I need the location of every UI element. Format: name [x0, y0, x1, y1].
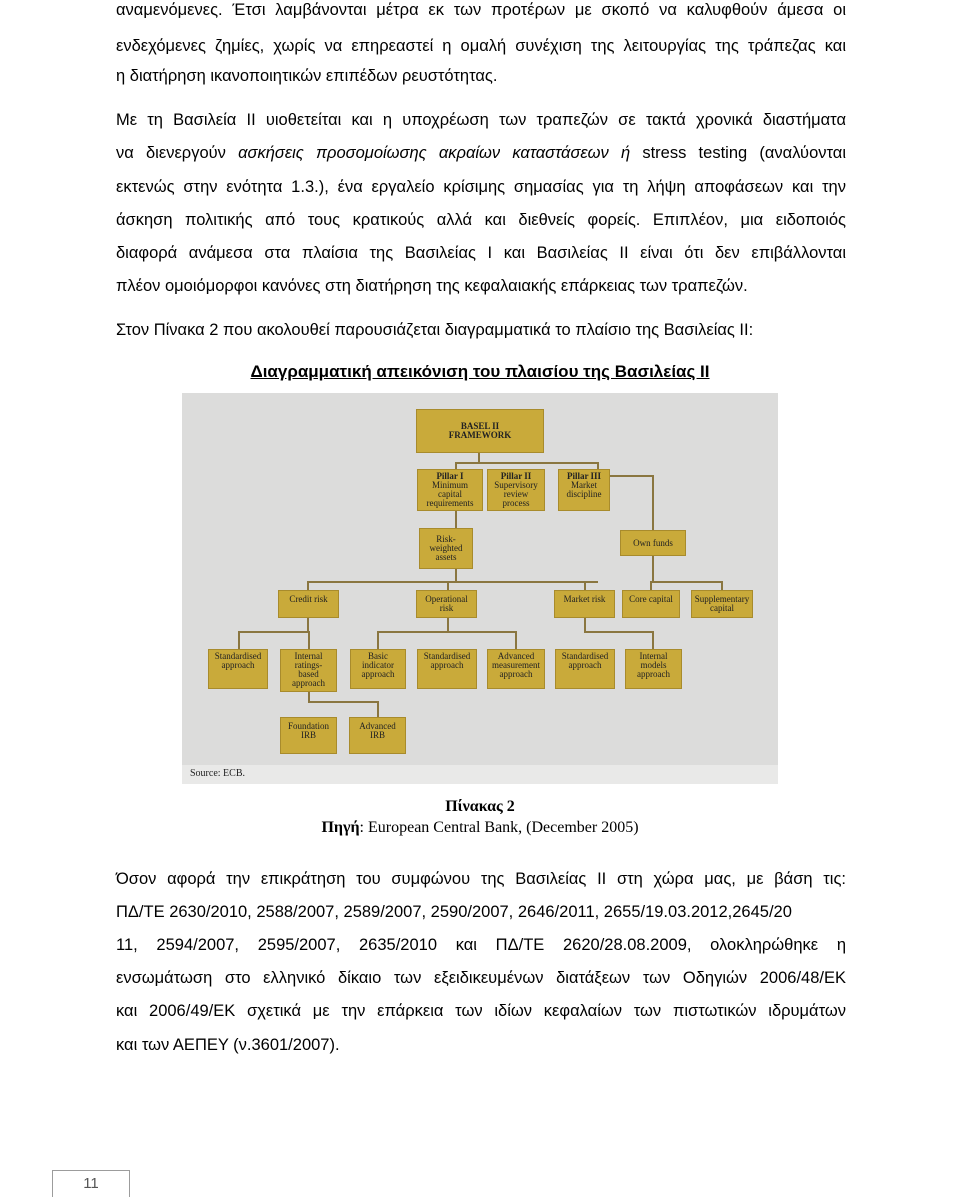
connector [377, 631, 379, 649]
box-label: based [298, 669, 319, 679]
box-label: approach [637, 669, 670, 679]
paragraph-2-text-a: να διενεργούν [116, 144, 239, 162]
box-label: approach [430, 660, 464, 670]
box-label: Operational [425, 594, 468, 604]
connector [652, 556, 654, 583]
box-label: Core capital [629, 594, 673, 604]
connector [307, 618, 309, 632]
connector [652, 475, 654, 530]
paragraph-2-line-2 [116, 143, 846, 163]
box-label: review [503, 489, 529, 499]
box-label: Advanced [497, 651, 535, 661]
paragraph-2-line-5: διαφορά ανάμεσα στα πλαίσια της Βασιλείας Ι και Βασιλείας ΙΙ είναι ότι δεν επιβάλλονται [116, 244, 846, 262]
credit-standardised-approach-box [208, 649, 268, 689]
box-label: Pillar II [500, 471, 532, 481]
box-label: risk [439, 603, 454, 613]
source-text: : European Central Bank, (December 2005) [359, 819, 639, 836]
paragraph-3: Στον Πίνακα 2 που ακολουθεί παρουσιάζεται διαγραμματικά το πλαίσιο της Βασιλείας ΙΙ: [116, 321, 754, 339]
foundation-irb-box [280, 717, 337, 754]
box-label: ratings- [294, 660, 323, 670]
paragraph-2-line-3: εκτενώς στην ενότητα 1.3.), ένα εργαλείο κρίσιμης σημασίας για τη λήψη αποφάσεων και την [116, 178, 846, 196]
box-label: Supplementary [694, 594, 750, 604]
connector [377, 631, 517, 633]
paragraph-4-line-3: 11, 2594/2007, 2595/2007, 2635/2010 και ΠΔ/ΤΕ 2620/28.08.2009, ολοκληρώθηκε η [116, 936, 846, 954]
own-funds-box [620, 530, 686, 556]
box-label: Minimum [431, 480, 468, 490]
connector [455, 462, 598, 464]
box-label: capital [437, 489, 462, 499]
source-label: Πηγή [321, 819, 360, 836]
advanced-irb-box [349, 717, 406, 754]
market-risk-box [554, 590, 615, 618]
box-label: IRB [300, 730, 316, 740]
box-label: Standardised [423, 651, 471, 661]
connector [307, 581, 309, 590]
market-standardised-approach-box [555, 649, 615, 689]
risk-weighted-assets-box [419, 528, 473, 569]
box-label: Risk- [436, 534, 456, 544]
pillar-3-box [558, 469, 610, 511]
box-label: Advanced [359, 721, 396, 731]
box-label: requirements [426, 498, 474, 508]
table-caption-source [0, 818, 960, 838]
box-label: Pillar I [436, 471, 464, 481]
box-label: Internal [294, 651, 323, 661]
paragraph-2-text-b: stress testing (αναλύονται [630, 144, 846, 162]
paragraph-4-line-4: ενσωμάτωση στο ελληνικό δίκαιο των εξειδικευμένων διατάξεων των Οδηγιών 2006/48/ΕΚ [116, 969, 846, 987]
paragraph-2-line-1: Με τη Βασιλεία ΙΙ υιοθετείται και η υποχρέωση των τραπεζών σε τακτά χρονικά διαστήματα [116, 111, 846, 129]
connector [238, 631, 240, 649]
box-label: approach [221, 660, 255, 670]
diagram-source: Source: ECB. [190, 768, 245, 779]
paragraph-1-line-1: αναμενόμενες. Έτσι λαμβάνονται μέτρα εκ των προτέρων με σκοπό να καλυφθούν άμεσα οι [116, 1, 846, 19]
internal-models-approach-box [625, 649, 682, 689]
paragraph-4-line-6: και των ΑΕΠΕΥ (ν.3601/2007). [116, 1036, 340, 1054]
box-label: FRAMEWORK [448, 430, 512, 440]
connector [447, 618, 449, 632]
paragraph-1-line-3: η διατήρηση ικανοποιητικών επιπέδων ρευστότητας. [116, 67, 498, 85]
connector [650, 581, 652, 590]
operational-risk-box [416, 590, 477, 618]
paragraph-4-line-5: και 2006/49/ΕΚ σχετικά με την επάρκεια των ιδίων κεφαλαίων των πιστωτικών ιδρυμάτων [116, 1002, 846, 1020]
box-label: approach [292, 678, 325, 688]
box-label: approach [499, 669, 533, 679]
internal-ratings-based-approach-box [280, 649, 337, 692]
box-label: assets [435, 552, 457, 562]
box-label: Own funds [633, 537, 673, 548]
paragraph-2-line-4: άσκηση πολιτικής από τους κρατικούς αλλά και διεθνείς φορείς. Επιπλέον, μια ειδοποιός [116, 211, 846, 229]
table-caption-title: Πίνακας 2 [445, 798, 515, 815]
pillar-2-box [487, 469, 545, 511]
connector [447, 581, 449, 590]
box-label: models [640, 660, 667, 670]
box-label: approach [568, 660, 602, 670]
paragraph-4-line-1: Όσον αφορά την επικράτηση του συμφώνου της Βασιλείας ΙΙ στη χώρα μας, με βάση τις: [116, 870, 846, 888]
connector [455, 511, 457, 528]
connector [584, 581, 586, 590]
connector [650, 581, 723, 583]
box-label: weighted [429, 543, 463, 553]
box-label: discipline [566, 489, 602, 499]
basic-indicator-approach-box [350, 649, 406, 689]
connector [377, 701, 379, 717]
box-label: process [502, 498, 530, 508]
connector [308, 701, 378, 703]
connector [455, 462, 457, 469]
box-label: Pillar III [566, 471, 602, 481]
box-label: Internal [639, 651, 668, 661]
connector [307, 581, 598, 583]
connector [584, 618, 586, 632]
box-label: Supervisory [494, 480, 538, 490]
core-capital-box [622, 590, 680, 618]
box-label: Market [571, 480, 597, 490]
figure-title: Διαγραμματική απεικόνιση του πλαισίου της Βασιλείας ΙΙ [250, 362, 710, 381]
connector [584, 631, 654, 633]
credit-risk-box [278, 590, 339, 618]
paragraph-2-line-6: πλέον ομοιόμορφοι κανόνες στη διατήρηση της κεφαλαιακής επάρκειας των τραπεζών. [116, 277, 748, 295]
box-label: IRB [369, 730, 385, 740]
box-label: Market risk [563, 594, 606, 604]
connector [238, 631, 310, 633]
connector [308, 631, 310, 649]
box-label: Standardised [561, 651, 609, 661]
box-label: Credit risk [289, 594, 328, 604]
box-label: Foundation [287, 721, 329, 731]
paragraph-2-italic-term: ασκήσεις προσομοίωσης ακραίων καταστάσεων ή [238, 144, 631, 162]
box-label: Standardised [214, 651, 262, 661]
paragraph-1-line-2: ενδεχόμενες ζημίες, χωρίς να επηρεαστεί η ομαλή συνέχιση της λειτουργίας της τράπεζας και [116, 37, 846, 55]
box-label: indicator [361, 660, 394, 670]
box-label: measurement [492, 660, 540, 670]
connector [515, 631, 517, 649]
advanced-measurement-approach-box [487, 649, 545, 689]
paragraph-4-line-2: ΠΔ/ΤΕ 2630/2010, 2588/2007, 2589/2007, 2590/2007, 2646/2011, 2655/19.03.2012,2645/20 [116, 903, 792, 921]
pillar-1-box [417, 469, 483, 511]
connector [652, 631, 654, 649]
box-label: BASEL II [460, 421, 500, 431]
connector [721, 581, 723, 590]
box-label: Basic [367, 651, 388, 661]
connector [597, 462, 599, 469]
box-label: approach [361, 669, 395, 679]
box-label: capital [710, 603, 734, 613]
supplementary-capital-box [691, 590, 753, 618]
basel-ii-framework-box [416, 409, 544, 453]
page-number: 11 [52, 1170, 130, 1197]
operational-standardised-approach-box [417, 649, 477, 689]
